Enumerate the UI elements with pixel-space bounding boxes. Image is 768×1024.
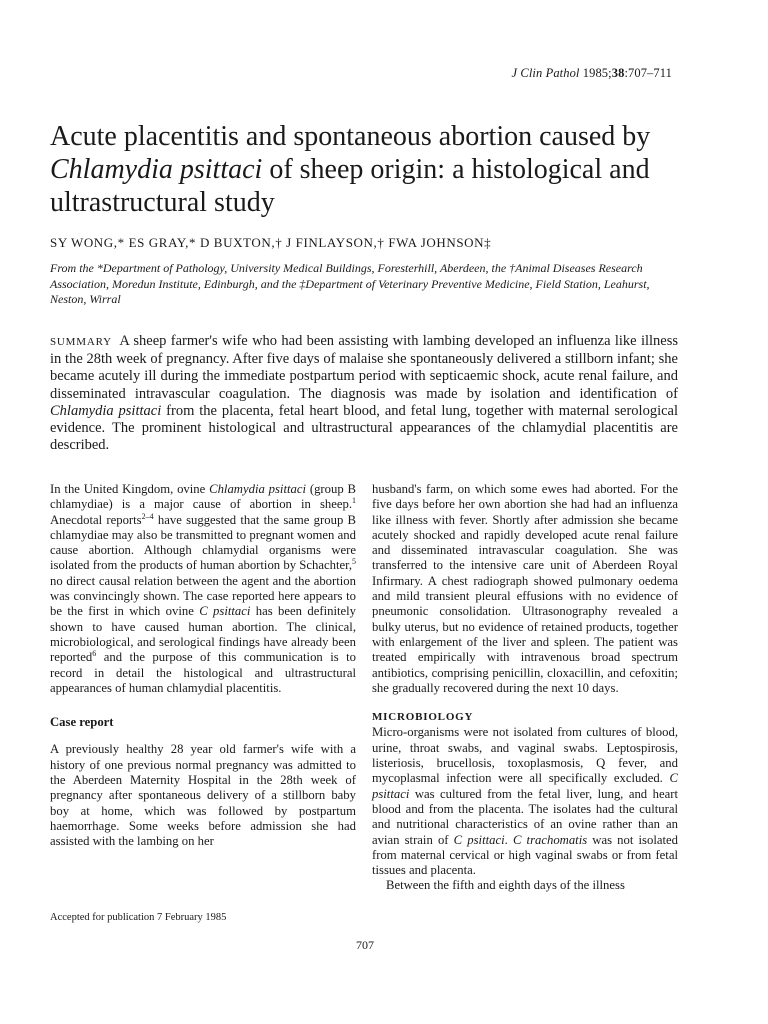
microbiology-species: C trachomatis <box>512 832 588 847</box>
microbiology-species: C psittaci <box>453 832 505 847</box>
intro-paragraph <box>50 482 356 696</box>
accepted-date: Accepted for publication 7 February 1985 <box>50 912 227 923</box>
right-column <box>372 482 678 894</box>
intro-text: Anecdotal reports <box>50 512 142 527</box>
running-head <box>512 66 672 81</box>
title-part2: of sheep origin: a histological and ultrastructural study <box>50 154 650 218</box>
journal-volume: 38 <box>611 66 625 80</box>
summary-label: SUMMARY <box>50 336 112 348</box>
page-number: 707 <box>356 938 374 952</box>
left-column <box>50 482 356 850</box>
journal-name: J Clin Pathol <box>511 66 580 80</box>
microbiology-paragraph <box>372 725 678 878</box>
journal-year: 1985; <box>582 66 612 80</box>
microbiology-text: Micro-organisms were not isolated from cultures of blood, urine, throat swabs, and vaginal swabs. Leptospirosis, listeriosis, brucellosis, toxoplasmosis, Q fever, and mycoplasmal infection were all specifically excluded. <box>372 725 678 786</box>
case-continuation-paragraph: husband's farm, on which some ewes had aborted. For the five days before her own abortion she had had an influenza like illness with fever. Shortly after admission she became acutely shocked and rapidly developed acute renal failure and disseminated intravascular coagulation. She was transferred to the intensive care unit of Aberdeen Royal Infirmary. A chest radiograph showed pulmonary oedema and mild transient pleural effusions with no evidence of pneumonic consolidation. Ultrasonography revealed a bulky uterus, but no evidence of retained products, together with enlargement of the liver and spleen. The patient was treated empirically with intravenous broad spectrum antibiotics, comprising penicillin, cloxacillin, and cefoxitin; she gradually recovered during the next 10 days. <box>372 482 678 695</box>
intro-text: (group B chlamydiae) is a major cause of abortion in sheep. <box>50 482 356 512</box>
author-list: SY WONG,* ES GRAY,* D BUXTON,† J FINLAYSON,† FWA JOHNSON‡ <box>50 235 492 250</box>
microbiology-heading: MICROBIOLOGY <box>372 711 474 724</box>
intro-text: no direct causal relation between the agent and the abortion was convincingly shown. The case reported here appears to be the first in which ovine <box>50 573 356 619</box>
title-species: Chlamydia psittaci <box>50 154 263 185</box>
reference-mark: 1 <box>352 496 356 506</box>
microbiology-species: C psittaci <box>372 771 678 801</box>
intro-text: In the United Kingdom, ovine <box>50 482 210 496</box>
microbiology-text: . <box>504 832 513 847</box>
summary-species: Chlamydia psittaci <box>50 402 162 419</box>
reference-mark: 6 <box>92 649 97 659</box>
case-report-heading: Case report <box>50 715 114 730</box>
title-part1: Acute placentitis and spontaneous abortion caused by <box>50 121 651 152</box>
microbiology-text: was cultured from the fetal liver, lung, and heart blood and from the placenta. The isolates had the cultural and nutritional characteristics of an ovine rather than an avian strain of <box>372 786 678 847</box>
intro-species: Chlamydia psittaci <box>209 482 307 496</box>
journal-pages: :707–711 <box>624 66 672 80</box>
article-title <box>50 120 720 219</box>
intro-species: C psittaci <box>199 604 251 619</box>
summary-abstract <box>50 333 678 454</box>
affiliations: From the *Department of Pathology, University Medical Buildings, Foresterhill, Aberdeen, the †Animal Diseases Research Association, Moredun Institute, Edinburgh, and the ‡Department of Veterinary Preventive Medicine, Field Station, Leahurst, Neston, Wirral <box>50 261 650 306</box>
serology-paragraph: Between the fifth and eighth days of the illness <box>386 878 625 893</box>
microbiology-text: was not isolated from maternal cervical or high vaginal swabs or from fetal tissues and placenta. <box>372 832 678 878</box>
intro-text: has been definitely shown to have caused human abortion. The clinical, microbiological, and serological findings have already been reported <box>50 604 356 665</box>
summary-text-1: A sheep farmer's wife who had been assisting with lambing developed an influenza like illness in the 28th week of pregnancy. After five days of malaise she spontaneously delivered a stillborn infant; she became acutely ill during the immediate postpartum period with septicaemic shock, acute renal failure, and disseminated intravascular coagulation. The diagnosis was made by isolation and identification of <box>50 333 679 402</box>
reference-mark: 5 <box>352 557 356 567</box>
case-report-paragraph: A previously healthy 28 year old farmer's wife with a history of one previous normal pregnancy was admitted to the Aberdeen Maternity Hospital in the 28th week of pregnancy after spontaneous delivery of a stillborn baby boy at home, which was followed by postpartum haemorrhage. Some weeks before admission she had assisted with the lambing on her <box>50 742 356 849</box>
intro-text: and the purpose of this communication is to record in detail the histological and ultrastructural appearances of human chlamydial placentitis. <box>50 650 356 695</box>
reference-mark: 2–4 <box>141 511 154 521</box>
intro-text: have suggested that the same group B chlamydiae may also be transmitted to pregnant women and cause abortion. Although chlamydial organisms were isolated from the products of human abortion by Schachter, <box>50 512 356 573</box>
summary-text-2: from the placenta, fetal heart blood, and fetal lung, together with maternal serological evidence. The prominent histological and ultrastructural appearances of the chlamydial placentitis are described. <box>50 402 678 454</box>
